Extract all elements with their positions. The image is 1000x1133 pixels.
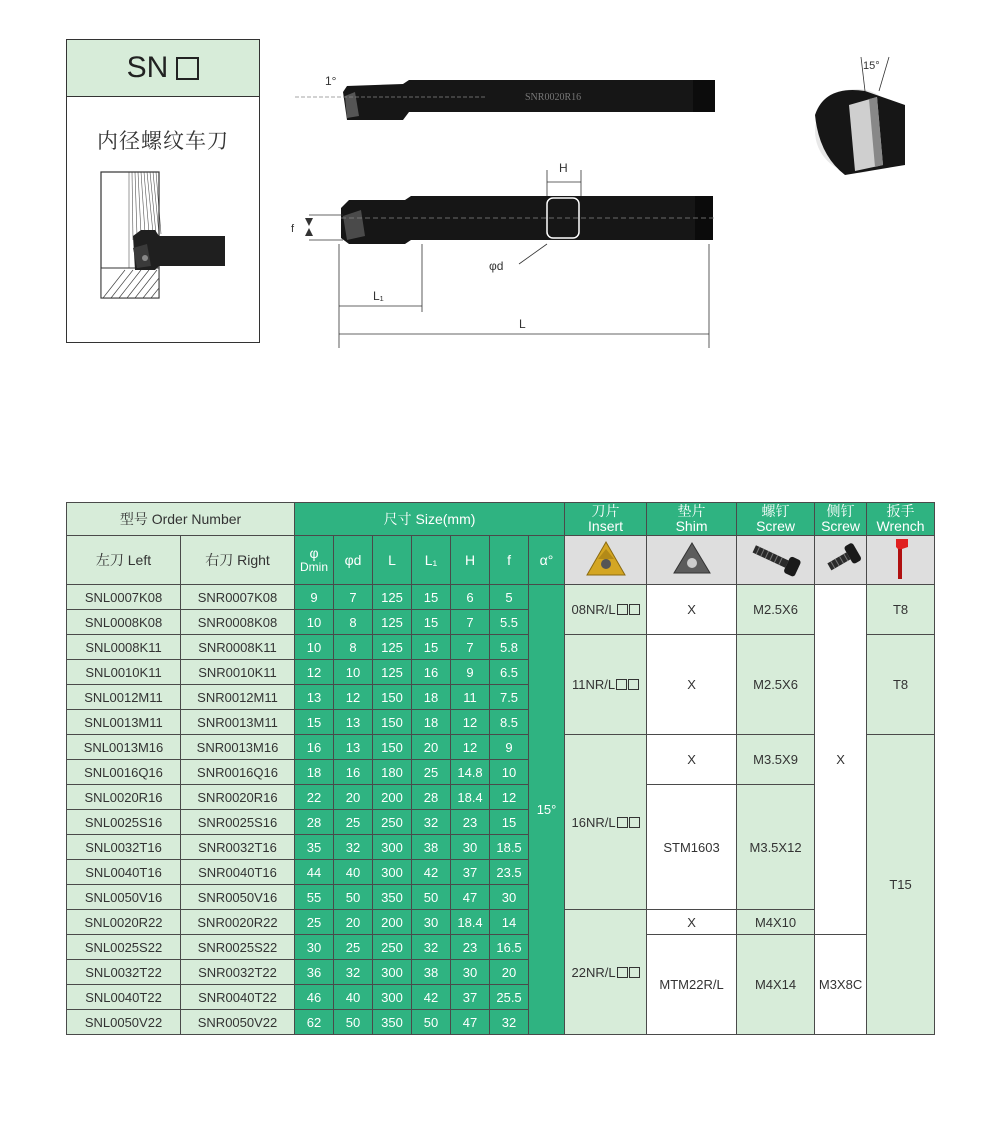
H-value: 12 [451, 710, 490, 735]
wrench-cell: T8 [867, 635, 935, 735]
f-value: 30 [490, 885, 529, 910]
side-screw-header-cn: 侧钉 [826, 503, 855, 519]
d-value: 12 [334, 685, 373, 710]
left-model: SNL0025S16 [67, 810, 181, 835]
right-model: SNR0008K08 [181, 610, 295, 635]
H-value: 37 [451, 860, 490, 885]
f-value: 23.5 [490, 860, 529, 885]
H-value: 18.4 [451, 785, 490, 810]
dmin-value: 44 [295, 860, 334, 885]
placeholder-square-icon [628, 679, 639, 690]
L1-value: 38 [412, 960, 451, 985]
size-header: 尺寸 Size(mm) [295, 503, 565, 536]
f-value: 18.5 [490, 835, 529, 860]
L-value: 300 [373, 960, 412, 985]
L-value: 180 [373, 760, 412, 785]
d-value: 50 [334, 1010, 373, 1035]
engraving-text: SNR0020R16 [525, 92, 582, 103]
wrench-header-en: Wrench [876, 518, 925, 534]
screw-cell: M2.5X6 [737, 635, 815, 735]
L1-header: L₁ [412, 536, 451, 585]
f-header: f [490, 536, 529, 585]
left-model: SNL0012M11 [67, 685, 181, 710]
insert-header-en: Insert [588, 518, 624, 534]
H-value: 47 [451, 1010, 490, 1035]
f-value: 9 [490, 735, 529, 760]
d-value: 50 [334, 885, 373, 910]
dmin-value: 15 [295, 710, 334, 735]
right-model: SNR0032T22 [181, 960, 295, 985]
d-value: 25 [334, 810, 373, 835]
phid-label: φd [489, 259, 504, 273]
L1-value: 15 [412, 635, 451, 660]
H-value: 47 [451, 885, 490, 910]
dmin-value: 9 [295, 585, 334, 610]
right-header: 右刀 Right [181, 536, 295, 585]
alpha-header: α° [529, 536, 565, 585]
f-value: 25.5 [490, 985, 529, 1010]
shim-image-cell [647, 536, 737, 585]
side-screw-icon [819, 539, 863, 579]
L1-value: 20 [412, 735, 451, 760]
dmin-text: Dmin [300, 560, 329, 574]
wrench-cell: T15 [867, 735, 935, 1035]
right-model: SNR0025S16 [181, 810, 295, 835]
right-model: SNR0008K11 [181, 635, 295, 660]
f-value: 7.5 [490, 685, 529, 710]
L-value: 200 [373, 910, 412, 935]
shim-header [647, 503, 737, 536]
f-value: 6.5 [490, 660, 529, 685]
H-value: 14.8 [451, 760, 490, 785]
H-value: 30 [451, 960, 490, 985]
f-value: 5.5 [490, 610, 529, 635]
L1-value: 18 [412, 710, 451, 735]
H-value: 9 [451, 660, 490, 685]
right-model: SNR0012M11 [181, 685, 295, 710]
L1-value: 32 [412, 935, 451, 960]
tool-drawing [285, 60, 725, 360]
dmin-value: 18 [295, 760, 334, 785]
right-model: SNR0020R22 [181, 910, 295, 935]
L1-value: 42 [412, 860, 451, 885]
L1-value: 30 [412, 910, 451, 935]
right-model: SNR0007K08 [181, 585, 295, 610]
L1-value: 28 [412, 785, 451, 810]
right-model: SNR0016Q16 [181, 760, 295, 785]
left-model: SNL0013M11 [67, 710, 181, 735]
L-value: 250 [373, 810, 412, 835]
f-value: 14 [490, 910, 529, 935]
screw-cell: M2.5X6 [737, 585, 815, 635]
d-value: 32 [334, 835, 373, 860]
f-value: 32 [490, 1010, 529, 1035]
insert-code: 11NR/L [571, 677, 616, 692]
wrench-header-cn: 扳手 [886, 503, 915, 519]
L-value: 150 [373, 735, 412, 760]
dmin-value: 55 [295, 885, 334, 910]
L-value: 125 [373, 610, 412, 635]
right-model: SNR0013M11 [181, 710, 295, 735]
left-header: 左刀 Left [67, 536, 181, 585]
L1-value: 50 [412, 1010, 451, 1035]
product-name: 内径螺纹车刀 [97, 130, 229, 153]
L-value: 125 [373, 660, 412, 685]
dmin-header [295, 536, 334, 585]
left-model: SNL0040T22 [67, 985, 181, 1010]
d-value: 16 [334, 760, 373, 785]
side-screw-header [815, 503, 867, 536]
H-value: 7 [451, 610, 490, 635]
shim-cell: X [647, 910, 737, 935]
wrench-cell: T8 [867, 585, 935, 635]
L1-value: 50 [412, 885, 451, 910]
f-value: 12 [490, 785, 529, 810]
d-value: 40 [334, 985, 373, 1010]
dmin-value: 30 [295, 935, 334, 960]
left-model: SNL0008K11 [67, 635, 181, 660]
L-value: 300 [373, 860, 412, 885]
angle-1-label: 1° [325, 74, 337, 88]
left-model: SNL0020R22 [67, 910, 181, 935]
H-value: 23 [451, 810, 490, 835]
L-value: 125 [373, 635, 412, 660]
insert-angle-detail [805, 55, 915, 185]
table-row [67, 935, 935, 960]
left-model: SNL0050V22 [67, 1010, 181, 1035]
screw-image-cell [737, 536, 815, 585]
H-value: 30 [451, 835, 490, 860]
dmin-value: 25 [295, 910, 334, 935]
L-value: 300 [373, 835, 412, 860]
right-model: SNR0050V16 [181, 885, 295, 910]
dmin-value: 13 [295, 685, 334, 710]
L1-value: 16 [412, 660, 451, 685]
placeholder-square-icon [616, 679, 627, 690]
L-value: 350 [373, 885, 412, 910]
order-number-header: 型号 Order Number [67, 503, 295, 536]
side-screw-image-cell [815, 536, 867, 585]
L-value: 200 [373, 785, 412, 810]
left-model: SNL0032T22 [67, 960, 181, 985]
specification-table [66, 502, 935, 1035]
d-value: 8 [334, 610, 373, 635]
d-value: 25 [334, 935, 373, 960]
placeholder-square-icon [617, 817, 628, 828]
insert-cell [565, 910, 647, 1035]
insert-cell [565, 735, 647, 910]
dmin-value: 16 [295, 735, 334, 760]
d-value: 40 [334, 860, 373, 885]
placeholder-square-icon [176, 57, 199, 80]
H-header: H [451, 536, 490, 585]
wrench-image-cell [867, 536, 935, 585]
L1-value: 32 [412, 810, 451, 835]
screw-cell: M3.5X12 [737, 785, 815, 910]
d-value: 13 [334, 710, 373, 735]
left-model: SNL0016Q16 [67, 760, 181, 785]
L-value: 350 [373, 1010, 412, 1035]
left-model: SNL0013M16 [67, 735, 181, 760]
d-value: 8 [334, 635, 373, 660]
d-value: 20 [334, 910, 373, 935]
left-model: SNL0008K08 [67, 610, 181, 635]
shim-cell: X [647, 735, 737, 785]
H-label: H [559, 161, 568, 175]
placeholder-square-icon [617, 604, 628, 615]
insert-header [565, 503, 647, 536]
dmin-value: 28 [295, 810, 334, 835]
screw-cell: M4X10 [737, 910, 815, 935]
insert-image-cell [565, 536, 647, 585]
f-value: 8.5 [490, 710, 529, 735]
H-value: 11 [451, 685, 490, 710]
side-screw-header-en: Screw [821, 518, 860, 534]
d-value: 13 [334, 735, 373, 760]
screw-icon [744, 539, 808, 579]
f-label: f [291, 223, 295, 235]
L1-value: 25 [412, 760, 451, 785]
L-value: 250 [373, 935, 412, 960]
left-model: SNL0040T16 [67, 860, 181, 885]
right-model: SNR0040T22 [181, 985, 295, 1010]
shim-header-cn: 垫片 [677, 503, 706, 519]
f-value: 10 [490, 760, 529, 785]
table-row [67, 785, 935, 810]
insert-cell [565, 585, 647, 635]
L-label: L [519, 317, 526, 331]
d-value: 32 [334, 960, 373, 985]
f-value: 20 [490, 960, 529, 985]
wrench-icon [886, 537, 916, 581]
insert-cell [565, 635, 647, 735]
side-screw-cell: M3X8C [815, 935, 867, 1035]
insert-code: 16NR/L [571, 814, 616, 830]
placeholder-square-icon [629, 604, 640, 615]
product-code: SN [126, 51, 169, 84]
product-info-box [66, 39, 260, 343]
wrench-header [867, 503, 935, 536]
f-value: 5.8 [490, 635, 529, 660]
d-value: 7 [334, 585, 373, 610]
left-model: SNL0007K08 [67, 585, 181, 610]
L-header: L [373, 536, 412, 585]
screw-header-cn: 螺钉 [761, 503, 790, 519]
L-value: 300 [373, 985, 412, 1010]
dmin-value: 22 [295, 785, 334, 810]
right-model: SNR0020R16 [181, 785, 295, 810]
left-model: SNL0010K11 [67, 660, 181, 685]
shim-header-en: Shim [675, 518, 708, 534]
right-model: SNR0032T16 [181, 835, 295, 860]
screw-cell: M3.5X9 [737, 735, 815, 785]
screw-header-en: Screw [756, 518, 795, 534]
H-value: 18.4 [451, 910, 490, 935]
f-value: 16.5 [490, 935, 529, 960]
insert-icon [584, 539, 628, 579]
dmin-value: 10 [295, 635, 334, 660]
dmin-value: 36 [295, 960, 334, 985]
L1-label: L₁ [373, 289, 384, 303]
L1-value: 38 [412, 835, 451, 860]
side-screw-cell: X [815, 585, 867, 935]
dmin-value: 62 [295, 1010, 334, 1035]
d-value: 10 [334, 660, 373, 685]
L1-value: 42 [412, 985, 451, 1010]
placeholder-square-icon [629, 967, 640, 978]
right-model: SNR0050V22 [181, 1010, 295, 1035]
screw-cell: M4X14 [737, 935, 815, 1035]
L-value: 150 [373, 710, 412, 735]
insert-header-cn: 刀片 [591, 503, 620, 519]
alpha-value: 15° [529, 585, 565, 1035]
left-model: SNL0020R16 [67, 785, 181, 810]
H-value: 6 [451, 585, 490, 610]
table-row [67, 635, 935, 660]
left-model: SNL0032T16 [67, 835, 181, 860]
insert-code: 08NR/L [571, 602, 616, 617]
d-value: 20 [334, 785, 373, 810]
L1-value: 15 [412, 610, 451, 635]
screw-header [737, 503, 815, 536]
table-row [67, 585, 935, 610]
d-header: φd [334, 536, 373, 585]
right-model: SNR0010K11 [181, 660, 295, 685]
angle-15-label: 15° [863, 60, 880, 72]
product-code-header [67, 40, 259, 97]
right-model: SNR0013M16 [181, 735, 295, 760]
shim-cell: MTM22R/L [647, 935, 737, 1035]
shim-cell: X [647, 635, 737, 735]
right-model: SNR0040T16 [181, 860, 295, 885]
left-model: SNL0050V16 [67, 885, 181, 910]
H-value: 23 [451, 935, 490, 960]
table-row [67, 910, 935, 935]
H-value: 12 [451, 735, 490, 760]
f-value: 15 [490, 810, 529, 835]
dmin-phi: φ [309, 545, 319, 561]
table-row [67, 735, 935, 760]
shim-icon [670, 539, 714, 579]
dmin-value: 46 [295, 985, 334, 1010]
placeholder-square-icon [629, 817, 640, 828]
H-value: 37 [451, 985, 490, 1010]
insert-code: 22NR/L [571, 964, 616, 980]
shim-cell: X [647, 585, 737, 635]
H-value: 7 [451, 635, 490, 660]
L1-value: 15 [412, 585, 451, 610]
right-model: SNR0025S22 [181, 935, 295, 960]
placeholder-square-icon [617, 967, 628, 978]
shim-cell: STM1603 [647, 785, 737, 910]
L-value: 150 [373, 685, 412, 710]
dmin-value: 12 [295, 660, 334, 685]
dmin-value: 35 [295, 835, 334, 860]
L-value: 125 [373, 585, 412, 610]
left-model: SNL0025S22 [67, 935, 181, 960]
L1-value: 18 [412, 685, 451, 710]
boring-application-diagram [99, 170, 229, 300]
dmin-value: 10 [295, 610, 334, 635]
f-value: 5 [490, 585, 529, 610]
